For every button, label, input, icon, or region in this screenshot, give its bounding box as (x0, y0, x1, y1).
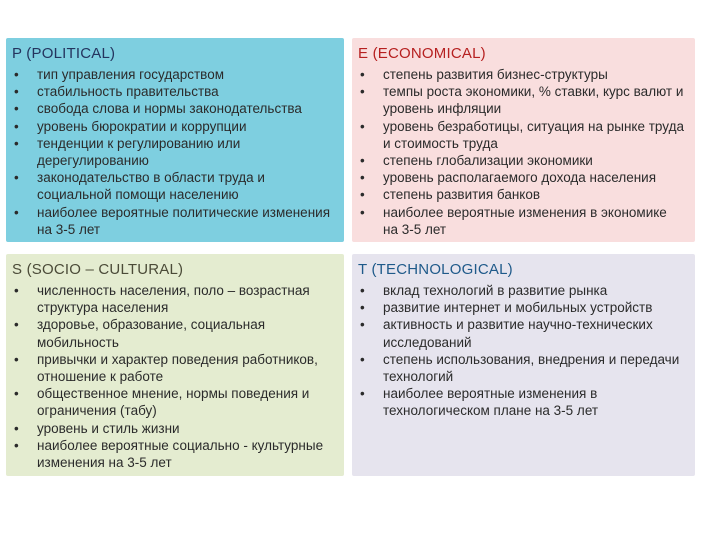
political-item (12, 135, 334, 169)
bullet-icon: • (14, 101, 19, 117)
political-item (12, 118, 334, 135)
bullet-icon: • (14, 84, 19, 100)
socio-cultural-item-text: привычки и характер поведения работников, отношение к работе (37, 351, 318, 385)
socio-cultural-item-text: численность населения, поло – возрастная структура населения (37, 283, 310, 316)
bullet-icon: • (14, 317, 19, 333)
socio-cultural-item (12, 282, 334, 316)
political-item-text: наиболее вероятные политические изменения на 3-5 лет (37, 204, 330, 237)
technological-item-text: вклад технологий в развитие рынка (383, 283, 608, 298)
economical-item (358, 169, 685, 186)
political-title: P (POLITICAL) (12, 45, 116, 62)
economical-item (358, 186, 685, 203)
technological-title: T (TECHNOLOGICAL) (358, 261, 513, 278)
bullet-icon: • (360, 67, 365, 82)
bullet-icon: • (360, 84, 365, 100)
bullet-icon: • (360, 170, 365, 186)
political-quadrant (6, 38, 344, 242)
economical-item (358, 204, 685, 238)
economical-item-text: степень развития банков (383, 187, 541, 203)
political-item-text: тенденции к регулированию или дерегулированию (37, 135, 241, 169)
political-item-text: законодательство в области труда и социальной помощи населению (37, 170, 265, 203)
political-item-text: тип управления государством (37, 67, 224, 82)
economical-list (358, 66, 685, 238)
economical-title: E (ECONOMICAL) (358, 45, 486, 62)
bullet-icon: • (360, 283, 365, 298)
economical-item-text: наиболее вероятные изменения в экономике на 3-5 лет (383, 204, 667, 237)
technological-item-text: степень использования, внедрения и передачи технологий (383, 351, 680, 385)
political-list (12, 66, 334, 238)
economical-item-text: степень развития бизнес-структуры (383, 67, 608, 82)
socio-cultural-title: S (SOCIO – CULTURAL) (12, 261, 184, 278)
economical-item-text: темпы роста экономики, % ставки, курс валют и уровень инфляции (383, 84, 684, 117)
bullet-icon: • (360, 153, 365, 169)
technological-item (358, 316, 685, 350)
political-item (12, 100, 334, 117)
economical-item (358, 83, 685, 117)
socio-cultural-item-text: наиболее вероятные социально - культурные изменения на 3-5 лет (37, 437, 324, 471)
bullet-icon: • (14, 437, 19, 453)
socio-cultural-item (12, 316, 334, 350)
bullet-icon: • (14, 135, 19, 151)
economical-quadrant (352, 38, 695, 242)
economical-item-text: уровень располагаемого дохода населения (383, 170, 657, 186)
socio-cultural-quadrant (6, 254, 344, 476)
bullet-icon: • (14, 283, 19, 298)
socio-cultural-item (12, 420, 334, 437)
political-item (12, 66, 334, 83)
bullet-icon: • (360, 118, 365, 134)
economical-item (358, 66, 685, 83)
economical-item-text: степень глобализации экономики (383, 153, 593, 169)
bullet-icon: • (14, 420, 19, 436)
bullet-icon: • (14, 351, 19, 367)
technological-item-text: развитие интернет и мобильных устройств (383, 300, 653, 316)
bullet-icon: • (14, 386, 19, 402)
socio-cultural-item-text: уровень и стиль жизни (37, 420, 180, 436)
technological-list (358, 282, 685, 420)
socio-cultural-item (12, 437, 334, 471)
economical-item (358, 152, 685, 169)
socio-cultural-item (12, 385, 334, 419)
technological-item (358, 299, 685, 316)
bullet-icon: • (360, 187, 365, 203)
political-item-text: стабильность правительства (37, 84, 219, 100)
political-item-text: свобода слова и нормы законодательства (37, 101, 302, 117)
technological-item (358, 282, 685, 299)
socio-cultural-list (12, 282, 334, 471)
bullet-icon: • (14, 204, 19, 220)
bullet-icon: • (360, 351, 365, 367)
political-item (12, 83, 334, 100)
political-item-text: уровень бюрократии и коррупции (37, 118, 247, 134)
political-item (12, 169, 334, 203)
economical-item (358, 118, 685, 152)
socio-cultural-item-text: общественное мнение, нормы поведения и ограничения (табу) (37, 386, 310, 419)
socio-cultural-item-text: здоровье, образование, социальная мобильность (37, 317, 266, 350)
technological-item-text: активность и развитие научно-технических исследований (383, 317, 653, 350)
bullet-icon: • (360, 317, 365, 333)
technological-item-text: наиболее вероятные изменения в технологическом плане на 3-5 лет (383, 386, 599, 419)
political-item (12, 204, 334, 238)
bullet-icon: • (360, 204, 365, 220)
technological-item (358, 351, 685, 385)
bullet-icon: • (360, 386, 365, 402)
bullet-icon: • (14, 170, 19, 186)
economical-item-text: уровень безработицы, ситуация на рынке труда и стоимость труда (383, 118, 684, 151)
technological-quadrant (352, 254, 695, 476)
bullet-icon: • (14, 118, 19, 134)
technological-item (358, 385, 685, 419)
bullet-icon: • (14, 67, 19, 82)
socio-cultural-item (12, 351, 334, 385)
bullet-icon: • (360, 300, 365, 316)
